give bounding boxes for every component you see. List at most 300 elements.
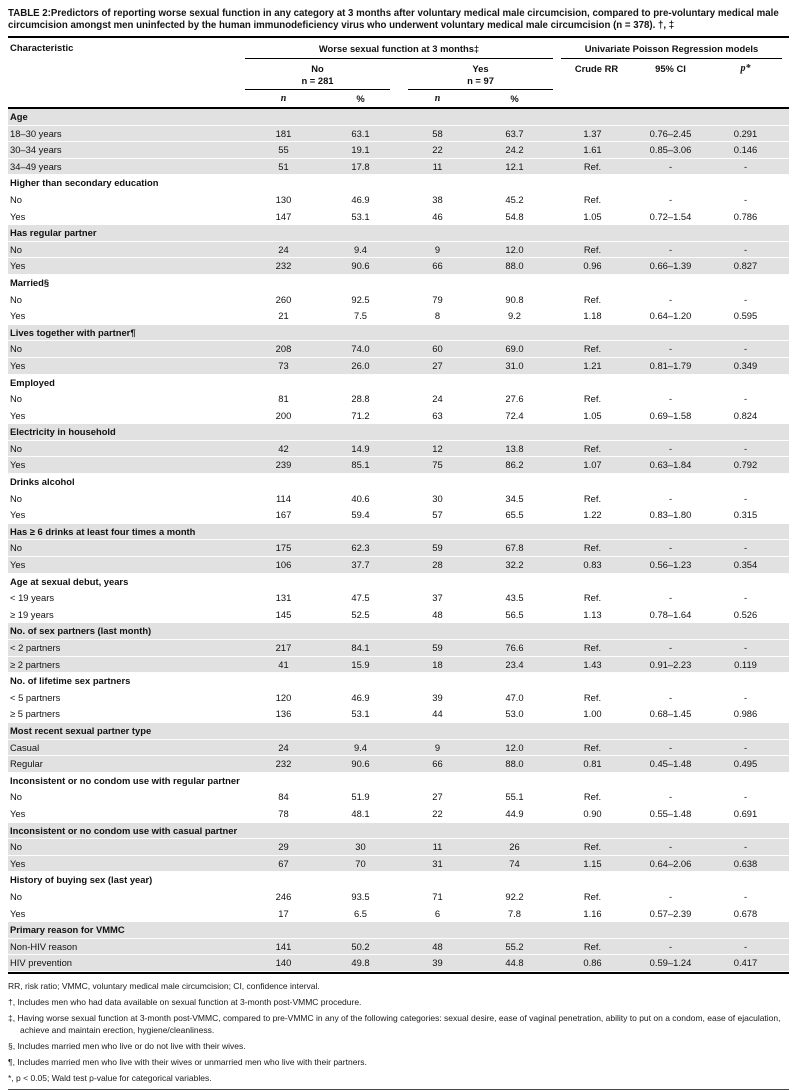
cell-value: 28.8: [351, 393, 370, 405]
data-row: [8, 839, 789, 856]
cell-value: 0.76–2.45: [649, 127, 692, 139]
category-row: Inconsistent or no condom use with regular partner: [10, 774, 240, 786]
cell-value: 0.56–1.23: [649, 559, 692, 571]
data-row: [8, 756, 789, 773]
cell-value: 69.0: [505, 343, 524, 355]
row-label: < 2 partners: [10, 642, 61, 653]
cell-value: 49.8: [351, 957, 370, 969]
cell-value: -: [743, 343, 748, 355]
cell-value: 75: [432, 459, 443, 471]
data-row: [8, 209, 789, 226]
cell-value: 12.0: [505, 741, 524, 753]
row-label: Non-HIV reason: [10, 940, 78, 952]
cell-value: Ref.: [583, 492, 602, 504]
cell-value: 106: [275, 559, 292, 571]
row-label: Regular: [10, 758, 43, 770]
cell-value: 260: [275, 293, 292, 305]
row-label: No: [10, 890, 22, 902]
cell-value: -: [668, 492, 673, 504]
cell-value: 18: [432, 658, 443, 670]
cell-value: 120: [275, 691, 292, 703]
cell-value: 140: [275, 957, 292, 969]
data-row: [8, 507, 789, 524]
cell-value: -: [668, 193, 673, 205]
cell-value: 11: [432, 841, 443, 853]
cell-value: 41: [278, 658, 289, 670]
cell-value: 130: [275, 193, 292, 205]
cell-value: 17.8: [351, 160, 370, 172]
cell-value: 0.68–1.45: [649, 708, 692, 720]
cell-value: -: [668, 542, 673, 554]
cell-value: 232: [275, 758, 292, 770]
table-title-label: TABLE 2:: [8, 8, 51, 19]
cell-value: Ref.: [583, 343, 602, 355]
cell-value: 74: [509, 857, 520, 869]
cell-value: 63.1: [351, 127, 370, 139]
footnote: *, p < 0.05; Wald test p-value for categorical variables.: [8, 1072, 212, 1083]
cell-value: 52.5: [351, 608, 370, 620]
data-row: [8, 906, 789, 923]
cell-value: 0.354: [733, 559, 758, 571]
cell-value: 14.9: [351, 442, 370, 454]
cell-value: 39: [432, 691, 443, 703]
row-label: 30–34 years: [10, 144, 62, 156]
cell-value: 1.21: [583, 359, 602, 371]
cell-value: Ref.: [583, 642, 602, 653]
data-row: [8, 806, 789, 823]
data-row: [8, 491, 789, 508]
category-row: Age at sexual debut, years: [10, 575, 129, 587]
cell-value: 53.1: [351, 708, 370, 720]
cell-value: 0.45–1.48: [649, 758, 692, 770]
cell-value: 54.8: [505, 210, 524, 222]
row-label: Yes: [10, 857, 26, 869]
row-label: Yes: [10, 260, 26, 272]
cell-value: 92.5: [351, 293, 370, 305]
cell-value: 1.00: [583, 708, 602, 720]
row-label: No: [10, 343, 22, 355]
cell-value: 0.678: [733, 907, 758, 919]
cell-value: 23.4: [505, 658, 524, 670]
cell-value: 55.1: [505, 791, 524, 803]
data-row: [8, 126, 789, 143]
cell-value: 92.2: [505, 890, 524, 902]
cell-value: 63.7: [505, 127, 524, 139]
yes-label: Yes: [472, 63, 489, 74]
row-label: HIV prevention: [10, 957, 73, 969]
cell-value: 0.291: [733, 127, 758, 139]
cell-value: 0.349: [733, 359, 758, 371]
cell-value: 1.22: [583, 509, 602, 521]
cell-value: 0.495: [733, 758, 758, 770]
cell-value: Ref.: [583, 442, 602, 454]
cell-value: 0.64–1.20: [649, 310, 692, 322]
column-header-95ci: 95% CI: [655, 63, 686, 74]
cell-value: 59: [432, 542, 443, 554]
cell-value: Ref.: [583, 193, 602, 205]
cell-value: 9: [434, 741, 441, 753]
cell-value: 27: [432, 791, 443, 803]
data-row: [8, 706, 789, 723]
table-title: [8, 8, 789, 32]
data-row: [8, 142, 789, 159]
cell-value: 7.5: [353, 310, 368, 322]
cell-value: 24.2: [505, 144, 524, 156]
row-label: No: [10, 393, 22, 405]
cell-value: -: [743, 293, 748, 305]
row-label: ≥ 5 partners: [10, 708, 60, 720]
cell-value: 0.792: [733, 459, 758, 471]
cell-value: 73: [278, 359, 289, 371]
cell-value: 12.0: [505, 243, 524, 255]
cell-value: 45.2: [505, 193, 524, 205]
cell-value: 86.2: [505, 459, 524, 471]
cell-value: -: [743, 542, 748, 554]
cell-value: 84.1: [351, 642, 370, 653]
cell-value: 66: [432, 260, 443, 272]
data-row: [8, 457, 789, 474]
cell-value: 0.827: [733, 260, 758, 272]
category-row: No. of lifetime sex partners: [10, 675, 131, 687]
table-subheader-grid: [8, 59, 789, 90]
cell-value: 46: [432, 210, 443, 222]
cell-value: 19.1: [351, 144, 370, 156]
row-label: No: [10, 243, 22, 255]
category-row: Has ≥ 6 drinks at least four times a month: [8, 524, 789, 541]
cell-value: -: [668, 890, 673, 902]
cell-value: 59.4: [351, 509, 370, 521]
cell-value: 136: [275, 708, 292, 720]
cell-value: 42: [278, 442, 289, 454]
cell-value: 70: [355, 857, 366, 869]
cell-value: 9.2: [507, 310, 522, 322]
footnote: RR, risk ratio; VMMC, voluntary medical male circumcision; CI, confidence interval.: [8, 980, 320, 991]
cell-value: 27.6: [505, 393, 524, 405]
cell-value: -: [668, 243, 673, 255]
data-row: [8, 292, 789, 309]
cell-value: 12.1: [505, 160, 524, 172]
data-row: [8, 590, 789, 607]
category-row: Primary reason for VMMC: [8, 922, 789, 939]
cell-value: 78: [278, 807, 289, 819]
cell-value: 1.05: [583, 210, 602, 222]
cell-value: 55: [278, 144, 289, 156]
cell-value: 217: [275, 642, 292, 653]
row-label: No: [10, 492, 22, 504]
row-label: Yes: [10, 459, 26, 471]
cell-value: 6: [434, 907, 441, 919]
cell-value: 175: [275, 542, 292, 554]
cell-value: 90.6: [351, 260, 370, 272]
cell-value: 21: [278, 310, 289, 322]
cell-value: -: [668, 592, 673, 604]
cell-value: 208: [275, 343, 292, 355]
data-row: [8, 408, 789, 425]
cell-value: 88.0: [505, 260, 524, 272]
cell-value: 79: [432, 293, 443, 305]
row-label: Yes: [10, 409, 26, 421]
cell-value: -: [743, 243, 748, 255]
row-label: No: [10, 542, 22, 554]
cell-value: 246: [275, 890, 292, 902]
footnote: †, Includes men who had data available on sexual function at 3-month post-VMMC procedure.: [8, 996, 362, 1007]
cell-value: 44.8: [505, 957, 524, 969]
footnote: §, Includes married men who live or do not live with their wives.: [8, 1040, 246, 1051]
cell-value: 131: [275, 592, 292, 604]
table-header-grid: [8, 40, 789, 59]
cell-value: -: [668, 442, 673, 454]
cell-value: -: [743, 890, 748, 902]
cell-value: 0.96: [583, 260, 602, 272]
cell-value: 71: [432, 890, 443, 902]
data-row: [8, 955, 789, 972]
cell-value: Ref.: [583, 791, 602, 803]
footnotes-section: [8, 974, 789, 1084]
category-row: Drinks alcohol: [10, 476, 75, 488]
cell-value: 0.81–1.79: [649, 359, 692, 371]
cell-value: -: [668, 940, 673, 952]
cell-value: 0.57–2.39: [649, 907, 692, 919]
cell-value: 48: [432, 940, 443, 952]
cell-value: Ref.: [583, 940, 602, 952]
cell-value: 0.526: [733, 608, 758, 620]
footnote: ‡, Having worse sexual function at 3-month post-VMMC, compared to pre-VMMC in any of the following categories: sexual desire, ease of vaginal penetration, ability to put on a condom, ease of ejaculation, achieve and maintain erection, hygiene/cleanliness.: [8, 1013, 781, 1035]
category-row: Most recent sexual partner type: [8, 723, 789, 740]
cell-value: 57: [432, 509, 443, 521]
cell-value: 0.638: [733, 857, 758, 869]
cell-value: 29: [278, 841, 289, 853]
row-label: < 5 partners: [10, 691, 61, 703]
cell-value: 31.0: [505, 359, 524, 371]
cell-value: 26: [509, 841, 520, 853]
cell-value: 39: [432, 957, 443, 969]
data-row: [8, 441, 789, 458]
row-label: Yes: [10, 559, 26, 571]
column-header-n-no: n: [280, 93, 287, 104]
data-row: [8, 391, 789, 408]
table-title-text: Predictors of reporting worse sexual function in any category at 3 months after voluntary medical male circumcision, compared to pre-voluntary medical male circumcision amongst men uninfected by the human immunodeficiency virus who underwent voluntary medical male circumcision (n = 378). †, ‡: [8, 8, 779, 31]
cell-value: 47.0: [505, 691, 524, 703]
footnote: ¶, Includes married men who live with their wives or unmarried men who live with their partners.: [8, 1056, 367, 1067]
cell-value: 67.8: [505, 542, 524, 554]
cell-value: 1.15: [583, 857, 602, 869]
data-row: [8, 690, 789, 707]
cell-value: 0.91–2.23: [649, 658, 692, 670]
cell-value: 93.5: [351, 890, 370, 902]
cell-value: 26.0: [351, 359, 370, 371]
cell-value: Ref.: [583, 691, 602, 703]
category-row: Married§: [10, 276, 50, 288]
row-label: Yes: [10, 359, 26, 371]
cell-value: 239: [275, 459, 292, 471]
row-label: Yes: [10, 310, 26, 322]
row-label: Casual: [10, 741, 40, 753]
category-row: History of buying sex (last year): [10, 874, 153, 886]
cell-value: 43.5: [505, 592, 524, 604]
row-label: Yes: [10, 807, 26, 819]
cell-value: 114: [276, 492, 291, 504]
cell-value: -: [743, 691, 748, 703]
cell-value: Ref.: [583, 841, 602, 853]
cell-value: 0.85–3.06: [649, 144, 692, 156]
row-label: ≥ 2 partners: [10, 658, 60, 670]
cell-value: 32.2: [505, 559, 524, 571]
cell-value: 0.69–1.58: [649, 409, 692, 421]
cell-value: 37.7: [351, 559, 370, 571]
cell-value: 147: [275, 210, 292, 222]
row-label: 34–49 years: [10, 160, 62, 172]
cell-value: 1.07: [583, 459, 602, 471]
cell-value: 1.05: [583, 409, 602, 421]
cell-value: -: [668, 293, 673, 305]
cell-value: 56.5: [505, 608, 524, 620]
cell-value: 0.90: [583, 807, 602, 819]
cell-value: 53.0: [505, 708, 524, 720]
cell-value: 24: [278, 741, 289, 753]
cell-value: 9.4: [353, 243, 368, 255]
cell-value: -: [668, 393, 673, 405]
cell-value: 34.5: [505, 492, 524, 504]
cell-value: 1.37: [583, 127, 602, 139]
data-row: [8, 358, 789, 375]
row-label: No: [10, 442, 22, 454]
cell-value: 90.8: [505, 293, 524, 305]
cell-value: 0.315: [733, 509, 758, 521]
table-subsubheader-grid: [8, 90, 789, 107]
cell-value: 0.786: [733, 210, 758, 222]
cell-value: 85.1: [351, 459, 370, 471]
cell-value: 9.4: [353, 741, 368, 753]
cell-value: 1.16: [583, 907, 602, 919]
cell-value: 7.8: [507, 907, 522, 919]
column-group-worse-function: Worse sexual function at 3 months‡: [245, 40, 553, 59]
cell-value: 9: [434, 243, 441, 255]
cell-value: 22: [432, 144, 443, 156]
table-body: [8, 109, 789, 972]
cell-value: 88.0: [505, 758, 524, 770]
cell-value: 0.417: [733, 957, 758, 969]
cell-value: -: [743, 642, 748, 653]
cell-value: 0.63–1.84: [649, 459, 692, 471]
category-row: No. of sex partners (last month): [8, 623, 789, 640]
data-row: [8, 607, 789, 624]
data-row: [8, 789, 789, 806]
cell-value: 53.1: [351, 210, 370, 222]
cell-value: 66: [432, 758, 443, 770]
cell-value: 1.18: [583, 310, 602, 322]
cell-value: -: [743, 193, 748, 205]
column-header-n-yes: n: [434, 93, 441, 104]
category-row: Age: [8, 109, 789, 126]
data-row: [8, 889, 789, 906]
cell-value: 0.824: [733, 409, 758, 421]
cell-value: 48: [432, 608, 443, 620]
cell-value: 0.64–2.06: [649, 857, 692, 869]
cell-value: 72.4: [505, 409, 524, 421]
cell-value: 0.81: [583, 758, 602, 770]
cell-value: 58: [432, 127, 443, 139]
cell-value: -: [743, 442, 748, 454]
cell-value: 40.6: [351, 492, 370, 504]
cell-value: -: [668, 642, 673, 653]
cell-value: -: [743, 791, 748, 803]
cell-value: 62.3: [351, 542, 370, 554]
row-label: Yes: [10, 509, 26, 521]
cell-value: Ref.: [583, 890, 602, 902]
cell-value: 55.2: [505, 940, 524, 952]
cell-value: 11: [432, 160, 443, 172]
cell-value: 59: [432, 642, 443, 653]
cell-value: -: [743, 841, 748, 853]
cell-value: 50.2: [351, 940, 370, 952]
cell-value: 0.72–1.54: [649, 210, 692, 222]
cell-value: -: [743, 741, 748, 753]
data-row: [8, 159, 789, 176]
cell-value: 51: [278, 160, 289, 172]
cell-value: 167: [275, 509, 292, 521]
cell-value: 74.0: [351, 343, 370, 355]
cell-value: Ref.: [583, 741, 602, 753]
row-label: ≥ 19 years: [10, 608, 54, 620]
cell-value: Ref.: [583, 542, 602, 554]
cell-value: 31: [432, 857, 443, 869]
column-header-crude-rr: Crude RR: [574, 63, 619, 74]
cell-value: -: [743, 492, 748, 504]
cell-value: Ref.: [583, 243, 602, 255]
cell-value: 13.8: [505, 442, 524, 454]
data-row: [8, 540, 789, 557]
data-row: [8, 242, 789, 259]
category-row: Employed: [10, 376, 55, 388]
category-row: Inconsistent or no condom use with casual partner: [8, 823, 789, 840]
cell-value: 24: [432, 393, 443, 405]
cell-value: 200: [275, 409, 292, 421]
row-label: No: [10, 293, 22, 305]
no-label: No: [311, 63, 324, 74]
cell-value: 48.1: [351, 807, 370, 819]
row-label: No: [10, 841, 22, 853]
cell-value: 28: [432, 559, 443, 571]
row-label: No: [10, 791, 22, 803]
data-row: [8, 341, 789, 358]
category-row: Higher than secondary education: [10, 177, 159, 189]
cell-value: 27: [432, 359, 443, 371]
cell-value: -: [743, 393, 748, 405]
cell-value: 51.9: [351, 791, 370, 803]
cell-value: 145: [275, 608, 292, 620]
row-label: Yes: [10, 907, 26, 919]
cell-value: 0.55–1.48: [649, 807, 692, 819]
cell-value: 1.43: [583, 658, 602, 670]
cell-value: -: [668, 343, 673, 355]
data-row: [8, 856, 789, 873]
cell-value: 232: [275, 260, 292, 272]
cell-value: 60: [432, 343, 443, 355]
yes-count: n = 97: [467, 74, 494, 86]
cell-value: 47.5: [351, 592, 370, 604]
cell-value: 141: [275, 940, 292, 952]
cell-value: 8: [434, 310, 441, 322]
cell-value: -: [743, 940, 748, 952]
column-header-characteristic: Characteristic: [10, 43, 74, 54]
cell-value: 81: [278, 393, 289, 405]
cell-value: 0.146: [733, 144, 758, 156]
cell-value: Ref.: [583, 393, 602, 405]
column-header-p-value: p*: [740, 63, 751, 74]
row-label: 18–30 years: [10, 127, 62, 139]
category-row: Electricity in household: [8, 424, 789, 441]
cell-value: 65.5: [505, 509, 524, 521]
